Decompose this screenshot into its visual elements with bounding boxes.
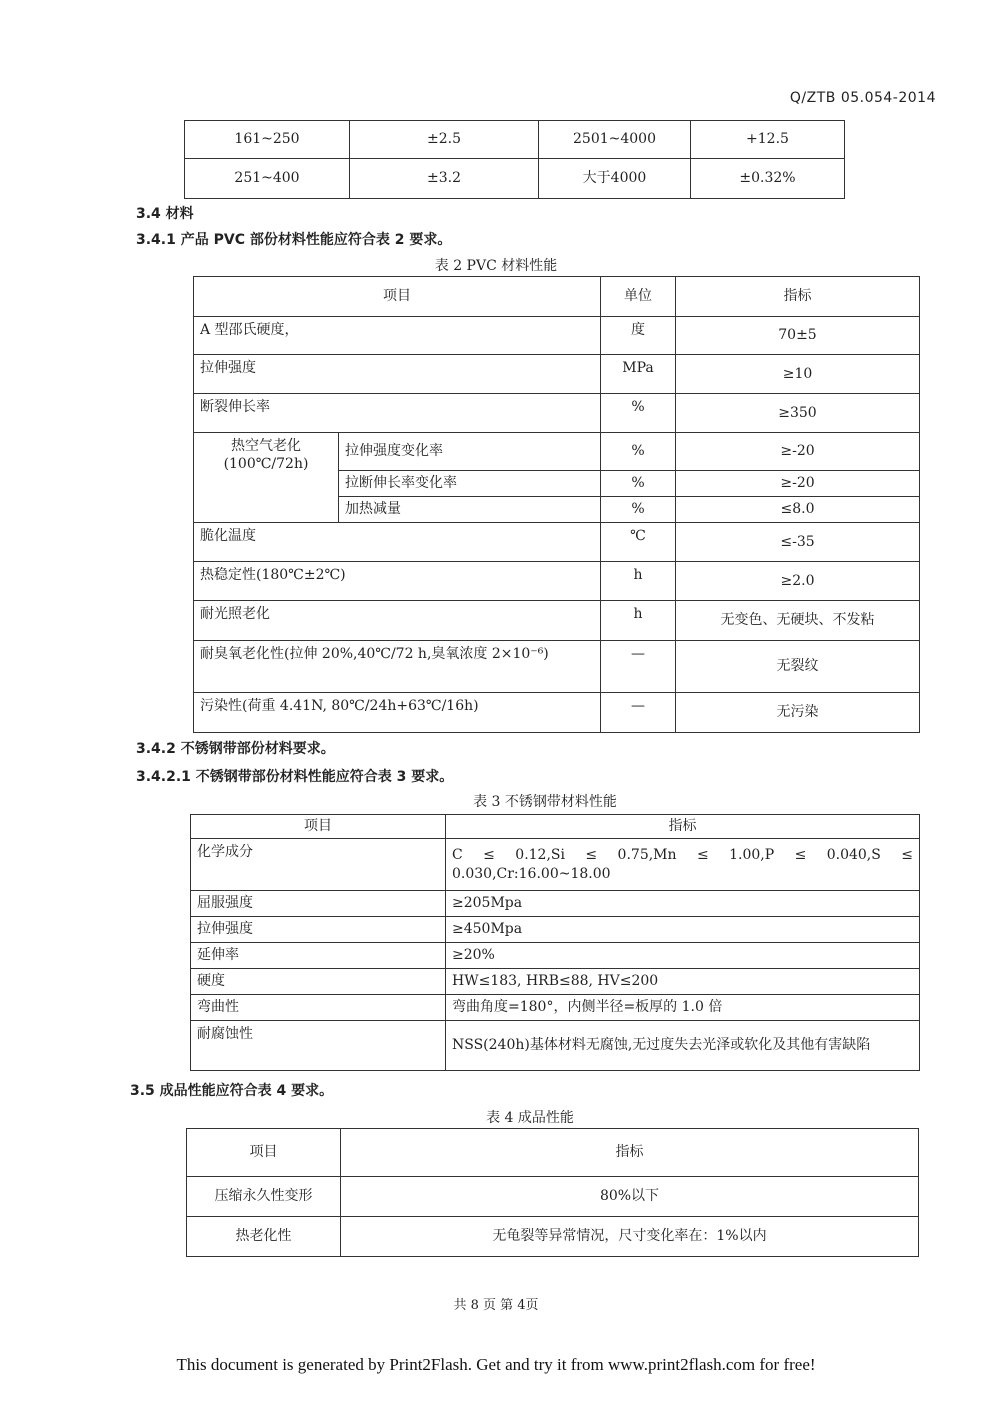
column-header: 项目 <box>187 1129 341 1177</box>
value-cell: HW≤183, HRB≤88, HV≤200 <box>446 969 920 995</box>
table-row <box>194 317 920 355</box>
table-caption: 表 2 PVC 材料性能 <box>434 258 558 274</box>
table-header-row <box>187 1129 919 1177</box>
table-cell: ±3.2 <box>350 159 539 199</box>
table-row <box>191 891 920 917</box>
value-cell: ≥2.0 <box>676 562 920 601</box>
unit-cell: % <box>601 394 676 433</box>
table-row <box>187 1217 919 1257</box>
column-header: 指标 <box>676 277 920 317</box>
value-cell: ≥10 <box>676 355 920 394</box>
tolerance-table <box>184 120 845 199</box>
item-cell: 化学成分 <box>191 839 446 891</box>
item-cell: 热稳定性(180℃±2℃) <box>194 562 601 601</box>
value-cell: ≥20% <box>446 943 920 969</box>
finished-product-table <box>186 1128 919 1257</box>
value-cell: 无变色、无硬块、不发粘 <box>676 601 920 641</box>
table-header-row <box>194 277 920 317</box>
unit-cell: % <box>601 497 676 523</box>
value-cell: ≥350 <box>676 394 920 433</box>
value-cell: ≥450Mpa <box>446 917 920 943</box>
item-cell: 污染性(荷重 4.41N, 80℃/24h+63℃/16h) <box>194 693 601 733</box>
generator-notice: This document is generated by Print2Flash. Get and try it from www.print2flash.com for free! <box>176 1355 816 1374</box>
stainless-steel-table <box>190 814 920 1071</box>
group-sublabel: (100℃/72h) <box>223 456 309 473</box>
column-header: 项目 <box>194 277 601 317</box>
table-row <box>194 394 920 433</box>
item-cell: 拉伸强度变化率 <box>339 433 601 471</box>
table-row <box>191 839 920 891</box>
table-row <box>185 121 845 159</box>
table-row <box>194 601 920 641</box>
item-cell: A 型邵氏硬度， <box>194 317 601 355</box>
table-caption: 表 3 不锈钢带材料性能 <box>473 794 617 810</box>
table-row <box>194 693 920 733</box>
value-cell: ≤8.0 <box>676 497 920 523</box>
unit-cell: MPa <box>601 355 676 394</box>
column-header: 指标 <box>446 815 920 839</box>
column-header: 指标 <box>341 1129 919 1177</box>
table-row <box>185 159 845 199</box>
table-row <box>194 355 920 394</box>
table-row <box>194 433 920 471</box>
table-row <box>191 995 920 1021</box>
page-number: 共 8 页 第 4页 <box>453 1298 539 1313</box>
item-cell: 延伸率 <box>191 943 446 969</box>
item-cell: 拉伸强度 <box>194 355 601 394</box>
table-row <box>191 969 920 995</box>
section-heading: 3.5 成品性能应符合表 4 要求。 <box>130 1083 334 1099</box>
table-caption: 表 4 成品性能 <box>486 1110 574 1126</box>
table-row <box>194 641 920 693</box>
table-row <box>194 523 920 562</box>
item-cell: 热老化性 <box>187 1217 341 1257</box>
unit-cell: % <box>601 471 676 497</box>
item-cell: 加热减量 <box>339 497 601 523</box>
item-cell: 耐光照老化 <box>194 601 601 641</box>
unit-cell: 度 <box>601 317 676 355</box>
table-cell: 251~400 <box>185 159 350 199</box>
table-row <box>191 1021 920 1071</box>
value-cell: ≥205Mpa <box>446 891 920 917</box>
value-cell: 无裂纹 <box>676 641 920 693</box>
table-cell: 大于4000 <box>539 159 691 199</box>
unit-cell: — <box>601 693 676 733</box>
value-cell: 无污染 <box>676 693 920 733</box>
table-row <box>187 1177 919 1217</box>
value-cell: C ≤ 0.12,Si ≤ 0.75,Mn ≤ 1.00,P ≤ 0.040,S ≤ 0.030,Cr:16.00~18.00 <box>446 839 920 891</box>
item-cell: 拉伸强度 <box>191 917 446 943</box>
table-header-row <box>191 815 920 839</box>
item-cell: 弯曲性 <box>191 995 446 1021</box>
unit-cell: — <box>601 641 676 693</box>
item-cell: 耐腐蚀性 <box>191 1021 446 1071</box>
value-cell: ≥-20 <box>676 433 920 471</box>
table-cell: 2501~4000 <box>539 121 691 159</box>
pvc-properties-table <box>193 276 920 733</box>
table-cell: 161~250 <box>185 121 350 159</box>
unit-cell: ℃ <box>601 523 676 562</box>
table-row <box>191 917 920 943</box>
group-label-cell <box>194 433 339 523</box>
item-cell: 断裂伸长率 <box>194 394 601 433</box>
column-header: 单位 <box>601 277 676 317</box>
section-heading: 3.4.1 产品 PVC 部份材料性能应符合表 2 要求。 <box>136 232 452 248</box>
unit-cell: h <box>601 601 676 641</box>
table-cell: ±2.5 <box>350 121 539 159</box>
unit-cell: % <box>601 433 676 471</box>
table-row <box>194 562 920 601</box>
unit-cell: h <box>601 562 676 601</box>
item-cell: 压缩永久性变形 <box>187 1177 341 1217</box>
table-cell: +12.5 <box>691 121 845 159</box>
item-cell: 拉断伸长率变化率 <box>339 471 601 497</box>
section-heading: 3.4.2.1 不锈钢带部份材料性能应符合表 3 要求。 <box>136 769 454 785</box>
table-cell: ±0.32% <box>691 159 845 199</box>
value-cell: ≤-35 <box>676 523 920 562</box>
document-code: Q/ZTB 05.054-2014 <box>789 90 936 106</box>
item-cell: 耐臭氧老化性(拉伸 20%,40℃/72 h,臭氧浓度 2×10⁻⁶) <box>194 641 601 693</box>
value-cell: 70±5 <box>676 317 920 355</box>
section-heading: 3.4 材料 <box>136 206 194 222</box>
column-header: 项目 <box>191 815 446 839</box>
value-cell: ≥-20 <box>676 471 920 497</box>
item-cell: 脆化温度 <box>194 523 601 562</box>
table-row <box>191 943 920 969</box>
value-cell: 弯曲角度=180°，内侧半径=板厚的 1.0 倍 <box>446 995 920 1021</box>
item-cell: 硬度 <box>191 969 446 995</box>
value-cell: 无龟裂等异常情况，尺寸变化率在：1%以内 <box>341 1217 919 1257</box>
section-heading: 3.4.2 不锈钢带部份材料要求。 <box>136 741 335 757</box>
group-label: 热空气老化 <box>231 438 301 454</box>
value-cell: 80%以下 <box>341 1177 919 1217</box>
value-cell: NSS(240h)基体材料无腐蚀,无过度失去光泽或软化及其他有害缺陷 <box>446 1021 920 1071</box>
item-cell: 屈服强度 <box>191 891 446 917</box>
